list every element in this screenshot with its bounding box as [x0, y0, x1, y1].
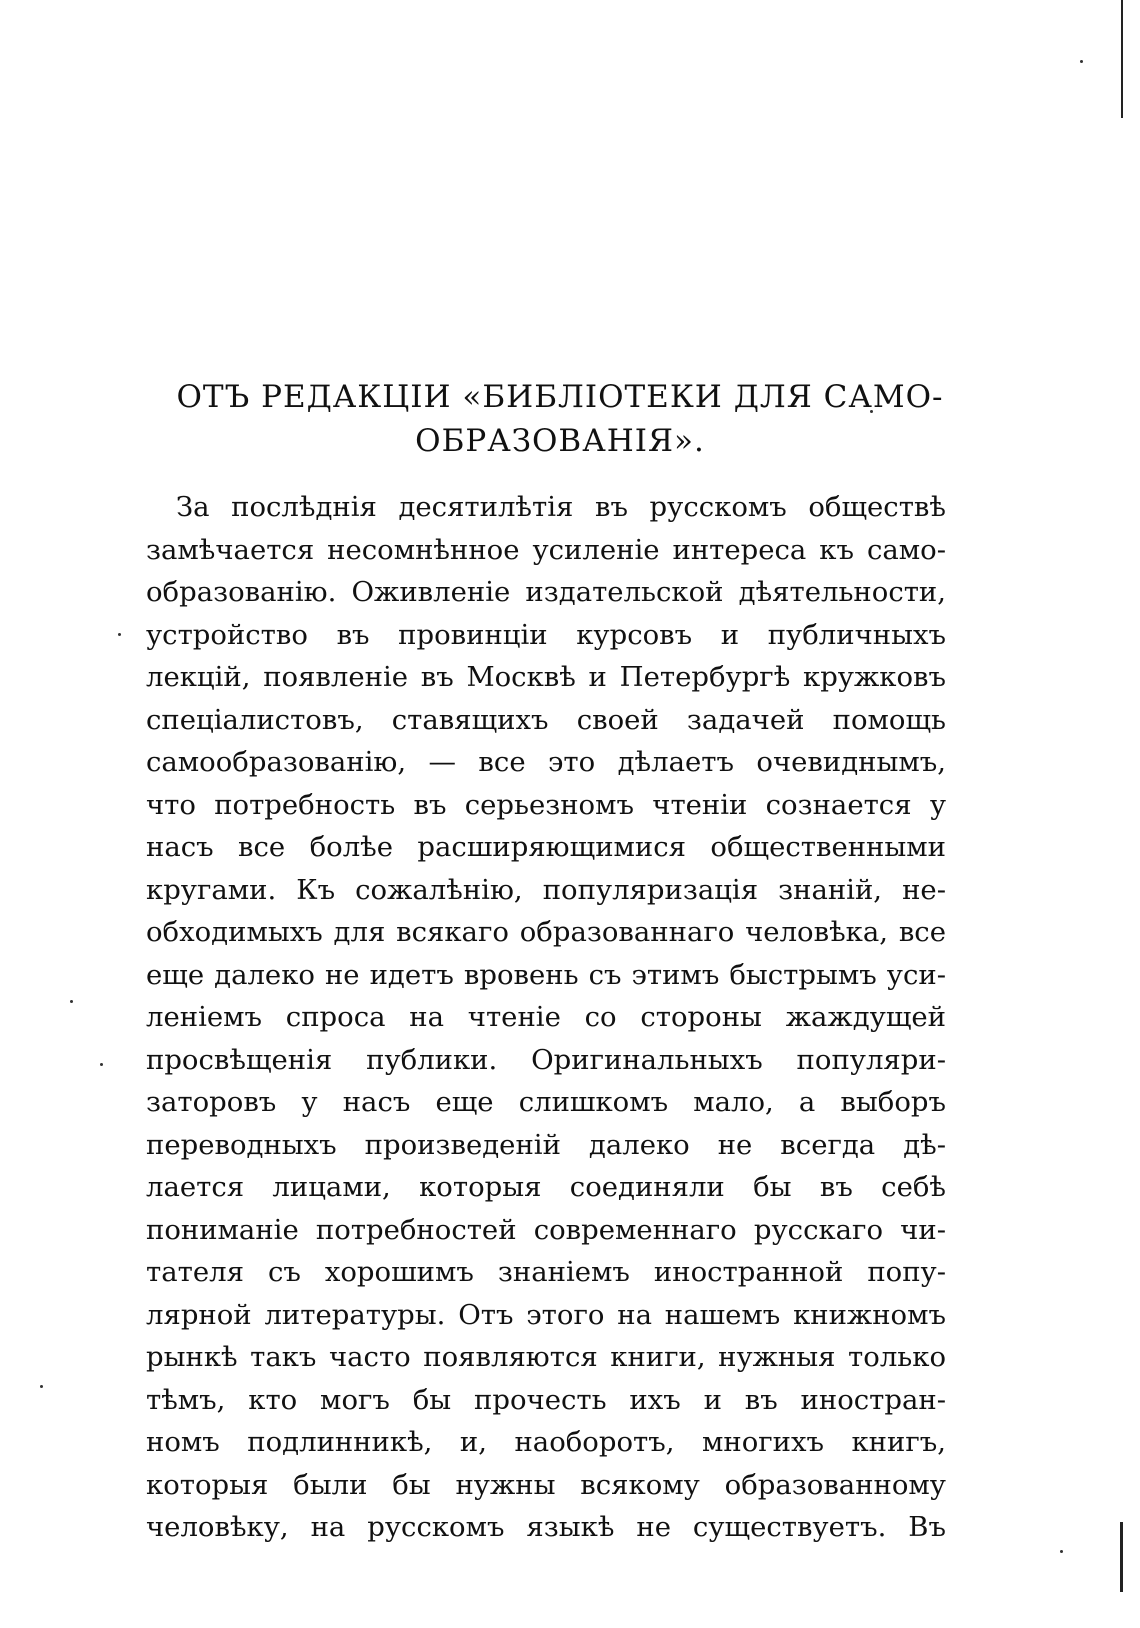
text-line: образованію. Оживленіе издательской дѣятельности, [146, 576, 946, 608]
text-line: которыя были бы нужны всякому образованному [146, 1468, 946, 1501]
paper-speck [100, 1063, 103, 1066]
text-line: обходимыхъ для всякаго образованнаго человѣка, все [146, 916, 946, 948]
text-line: лярной литературы. Отъ этого на нашемъ книжномъ [146, 1298, 946, 1331]
text-line: кругами. Къ сожалѣнію, популяризація знаній, не- [146, 873, 946, 906]
page-edge-mark-bottom [1120, 1522, 1123, 1592]
text-line: леніемъ спроса на чтеніе со стороны жаждущей [146, 1001, 946, 1033]
text-line: За послѣднія десятилѣтія въ русскомъ обществѣ [176, 491, 946, 523]
text-line: лается лицами, которыя соединяли бы въ себѣ [146, 1171, 946, 1203]
text-line: номъ подлинникѣ, и, наоборотъ, многихъ книгъ, [146, 1426, 946, 1458]
text-line: замѣчается несомнѣнное усиленіе интереса къ само- [146, 533, 946, 566]
text-line: что потребность въ серьезномъ чтеніи сознается у [146, 788, 946, 821]
text-line: самообразованію, — все это дѣлаетъ очевиднымъ, [146, 746, 946, 778]
text-line: тателя съ хорошимъ знаніемъ иностранной попу- [146, 1256, 946, 1288]
text-line: лекцій, появленіе въ Москвѣ и Петербургѣ кружковъ [146, 661, 946, 693]
body-paragraph [146, 486, 946, 1549]
paper-speck [70, 1000, 73, 1003]
text-line: спеціалистовъ, ставящихъ своей задачей помощь [146, 703, 946, 736]
text-line: человѣку, на русскомъ языкѣ не существуетъ. Въ [146, 1511, 946, 1543]
text-line: тѣмъ, кто могъ бы прочесть ихъ и въ иностран- [146, 1383, 946, 1416]
paper-speck [1060, 1550, 1063, 1553]
text-line: устройство въ провинціи курсовъ и публичныхъ [146, 618, 946, 651]
text-line: насъ все болѣе расширяющимися общественными [146, 831, 946, 863]
text-line: рынкѣ такъ часто появляются книги, нужныя только [146, 1341, 946, 1373]
text-line: заторовъ у насъ еще слишкомъ мало, а выборъ [146, 1086, 946, 1118]
heading-line-2: ОБРАЗОВАНІЯ». [415, 423, 705, 459]
section-heading [150, 375, 970, 463]
paper-speck [40, 1385, 43, 1388]
text-line: пониманіе потребностей современнаго русскаго чи- [146, 1213, 946, 1246]
text-line: еще далеко не идетъ вровень съ этимъ быстрымъ уси- [146, 958, 946, 991]
page-edge-mark [1121, 0, 1123, 118]
text-line: просвѣщенія публики. Оригинальныхъ популяри- [146, 1043, 946, 1076]
paper-speck [1080, 60, 1083, 63]
text-line: переводныхъ произведеній далеко не всегда дѣ- [146, 1128, 946, 1161]
heading-line-1: ОТЪ РЕДАКЦІИ «БИБЛІОТЕКИ ДЛЯ САМО- [176, 379, 944, 415]
paper-speck [118, 633, 121, 636]
